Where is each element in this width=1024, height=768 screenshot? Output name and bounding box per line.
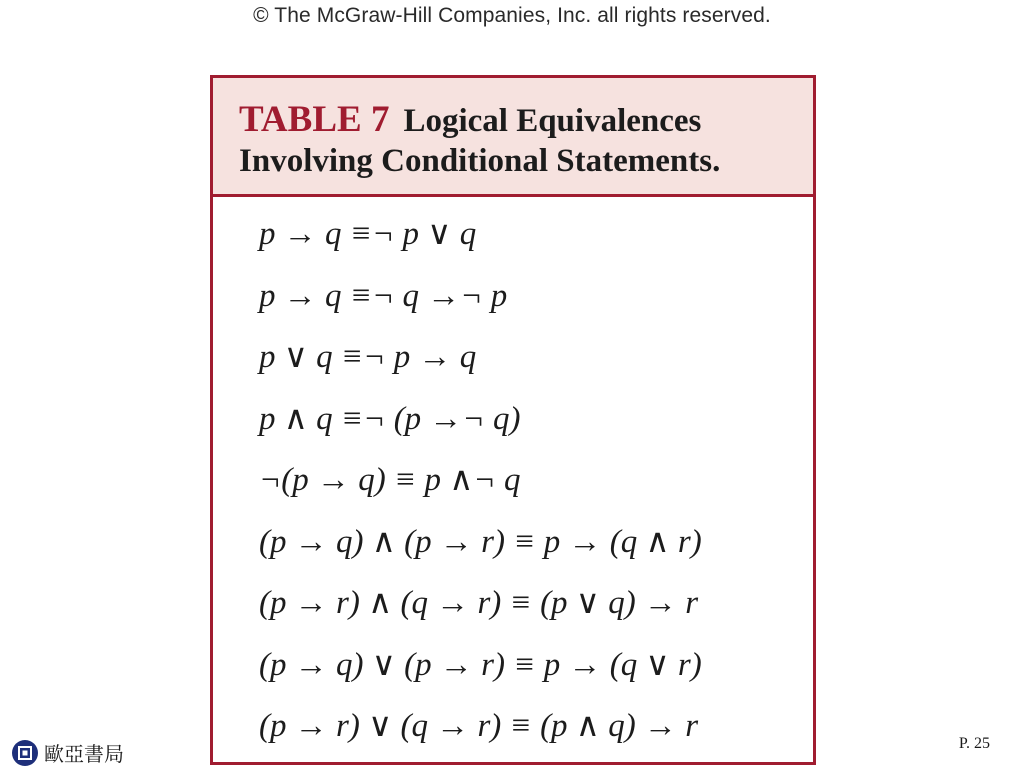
equivalence-row: (p → q) ∧ (p → r) ≡ p → (q ∧ r) [259, 523, 702, 560]
equivalence-row: (p → r) ∧ (q → r) ≡ (p ∨ q) → r [259, 585, 699, 621]
equivalences-table [210, 75, 816, 765]
table-title-line2: Involving Conditional Statements. [239, 143, 721, 179]
publisher-name: 歐亞書局 [44, 742, 124, 766]
equivalence-row: p ∧ q ≡¬ (p →¬ q) [259, 400, 521, 437]
copyright-notice: © The McGraw-Hill Companies, Inc. all rights reserved. [253, 4, 771, 27]
publisher-logo-icon [12, 740, 38, 766]
table-label: TABLE 7 [239, 99, 390, 140]
equivalence-row: ¬(p → q) ≡ p ∧¬ q [259, 462, 521, 498]
equivalence-list [259, 198, 799, 758]
table-caption [239, 100, 720, 181]
table-title-line1: Logical Equivalences [403, 103, 702, 139]
equivalence-row: p → q ≡¬ p ∨ q [259, 216, 477, 252]
equivalence-row: (p → r) ∨ (q → r) ≡ (p ∧ q) → r [259, 708, 699, 744]
publisher-mark [12, 738, 124, 767]
equivalence-row: (p → q) ∨ (p → r) ≡ p → (q ∨ r) [259, 646, 702, 683]
table-header [213, 78, 813, 197]
equivalence-row: p ∨ q ≡¬ p → q [259, 339, 477, 375]
page-number: P. 25 [958, 735, 990, 752]
equivalence-row: p → q ≡¬ q →¬ p [259, 277, 508, 314]
